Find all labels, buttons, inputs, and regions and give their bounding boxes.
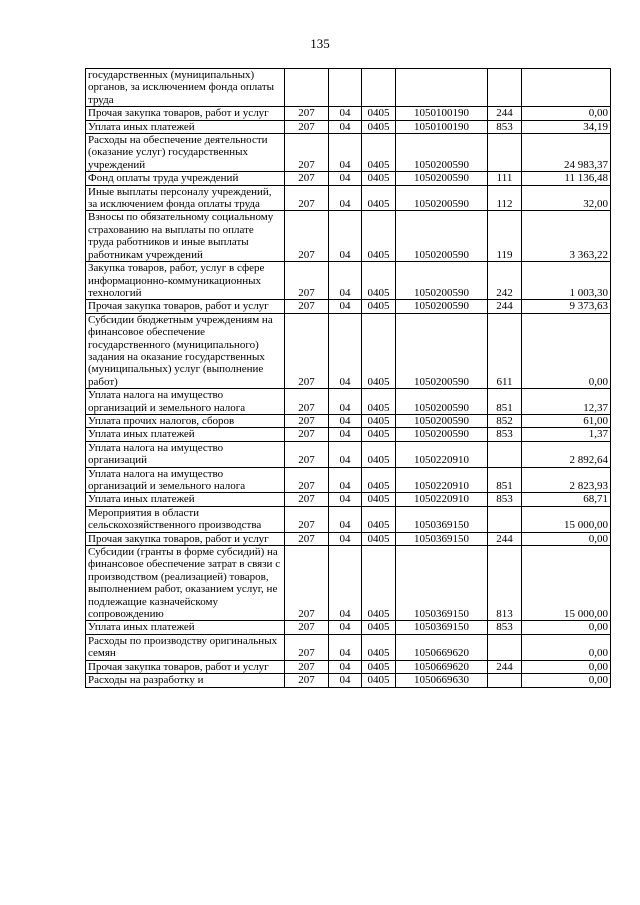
expense-name-cell: Субсидии (гранты в форме субсидий) на финансовое обеспечение затрат в связи с производством (реализацией) товаров, выполнением работ, оказанием услуг, не подлежащие казначейскому сопровождению [86, 546, 285, 621]
section-code-cell: 04 [329, 185, 362, 211]
table-row [86, 546, 611, 621]
ministry-code-cell: 207 [285, 532, 329, 545]
expense-type-code-cell: 244 [488, 660, 522, 673]
table-row [86, 621, 611, 634]
target-article-code-cell: 1050200590 [396, 313, 488, 388]
ministry-code-cell: 207 [285, 262, 329, 300]
section-code-cell: 04 [329, 313, 362, 388]
expense-type-code-cell: 244 [488, 532, 522, 545]
target-article-code-cell: 1050369150 [396, 506, 488, 532]
table-row [86, 506, 611, 532]
table-row [86, 493, 611, 506]
target-article-code-cell: 1050669620 [396, 660, 488, 673]
expense-name-cell: Уплата налога на имущество организаций и земельного налога [86, 467, 285, 493]
expense-type-code-cell: 853 [488, 621, 522, 634]
subsection-code-cell: 0405 [362, 172, 396, 185]
amount-cell: 24 983,37 [522, 134, 611, 172]
page-number: 135 [310, 36, 330, 51]
section-code-cell: 04 [329, 546, 362, 621]
target-article-code-cell: 1050200590 [396, 134, 488, 172]
target-article-code-cell: 1050200590 [396, 185, 488, 211]
table-row [86, 414, 611, 427]
ministry-code-cell: 207 [285, 467, 329, 493]
table-row [86, 660, 611, 673]
section-code-cell: 04 [329, 493, 362, 506]
expense-type-code-cell: 853 [488, 428, 522, 441]
target-article-code-cell: 1050200590 [396, 389, 488, 415]
ministry-code-cell: 207 [285, 674, 329, 687]
expense-name-cell: Мероприятия в области сельскохозяйственного производства [86, 506, 285, 532]
expense-type-code-cell [488, 634, 522, 660]
subsection-code-cell: 0405 [362, 441, 396, 467]
subsection-code-cell: 0405 [362, 467, 396, 493]
target-article-code-cell: 1050200590 [396, 428, 488, 441]
table-row [86, 69, 611, 107]
subsection-code-cell: 0405 [362, 674, 396, 687]
expense-type-code-cell: 244 [488, 107, 522, 120]
section-code-cell: 04 [329, 414, 362, 427]
expense-name-cell: Прочая закупка товаров, работ и услуг [86, 660, 285, 673]
section-code-cell: 04 [329, 134, 362, 172]
amount-cell: 0,00 [522, 674, 611, 687]
section-code-cell: 04 [329, 506, 362, 532]
expense-type-code-cell [488, 674, 522, 687]
subsection-code-cell: 0405 [362, 211, 396, 262]
amount-cell: 2 892,64 [522, 441, 611, 467]
table-row [86, 532, 611, 545]
amount-cell: 9 373,63 [522, 300, 611, 313]
expense-type-code-cell: 611 [488, 313, 522, 388]
expense-type-code-cell [488, 134, 522, 172]
amount-cell: 3 363,22 [522, 211, 611, 262]
subsection-code-cell: 0405 [362, 546, 396, 621]
section-code-cell: 04 [329, 674, 362, 687]
section-code-cell: 04 [329, 172, 362, 185]
ministry-code-cell: 207 [285, 313, 329, 388]
subsection-code-cell: 0405 [362, 389, 396, 415]
table-row [86, 172, 611, 185]
ministry-code-cell: 207 [285, 172, 329, 185]
amount-cell: 1,37 [522, 428, 611, 441]
expense-name-cell: Уплата иных платежей [86, 428, 285, 441]
ministry-code-cell: 207 [285, 660, 329, 673]
amount-cell: 0,00 [522, 532, 611, 545]
expense-type-code-cell: 112 [488, 185, 522, 211]
subsection-code-cell: 0405 [362, 660, 396, 673]
table-row [86, 185, 611, 211]
ministry-code-cell: 207 [285, 428, 329, 441]
subsection-code-cell: 0405 [362, 185, 396, 211]
section-code-cell [329, 69, 362, 107]
amount-cell: 11 136,48 [522, 172, 611, 185]
expense-name-cell: Субсидии бюджетным учреждениям на финансовое обеспечение государственного (муниципального) задания на оказание государственных (муниципальных) услуг (выполнение работ) [86, 313, 285, 388]
target-article-code-cell: 1050669620 [396, 634, 488, 660]
target-article-code-cell: 1050669630 [396, 674, 488, 687]
ministry-code-cell: 207 [285, 389, 329, 415]
amount-cell: 0,00 [522, 660, 611, 673]
expense-type-code-cell [488, 506, 522, 532]
amount-cell: 12,37 [522, 389, 611, 415]
section-code-cell: 04 [329, 467, 362, 493]
section-code-cell: 04 [329, 428, 362, 441]
subsection-code-cell: 0405 [362, 120, 396, 133]
expense-name-cell: государственных (муниципальных) органов, за исключением фонда оплаты труда [86, 69, 285, 107]
expense-name-cell: Расходы на разработку и [86, 674, 285, 687]
table-row [86, 428, 611, 441]
amount-cell [522, 69, 611, 107]
subsection-code-cell [362, 69, 396, 107]
target-article-code-cell: 1050200590 [396, 211, 488, 262]
subsection-code-cell: 0405 [362, 134, 396, 172]
table-row [86, 211, 611, 262]
amount-cell: 2 823,93 [522, 467, 611, 493]
expense-name-cell: Взносы по обязательному социальному страхованию на выплаты по оплате труда работников и иные выплаты работникам учреждений [86, 211, 285, 262]
section-code-cell: 04 [329, 389, 362, 415]
expense-type-code-cell: 119 [488, 211, 522, 262]
expense-type-code-cell: 852 [488, 414, 522, 427]
ministry-code-cell [285, 69, 329, 107]
target-article-code-cell: 1050220910 [396, 467, 488, 493]
target-article-code-cell: 1050200590 [396, 172, 488, 185]
amount-cell: 0,00 [522, 107, 611, 120]
ministry-code-cell: 207 [285, 493, 329, 506]
ministry-code-cell: 207 [285, 107, 329, 120]
amount-cell: 68,71 [522, 493, 611, 506]
expense-type-code-cell: 851 [488, 467, 522, 493]
expense-name-cell: Расходы по производству оригинальных семян [86, 634, 285, 660]
section-code-cell: 04 [329, 262, 362, 300]
ministry-code-cell: 207 [285, 211, 329, 262]
table-row [86, 107, 611, 120]
budget-table [85, 68, 611, 688]
section-code-cell: 04 [329, 300, 362, 313]
section-code-cell: 04 [329, 660, 362, 673]
ministry-code-cell: 207 [285, 546, 329, 621]
ministry-code-cell: 207 [285, 506, 329, 532]
target-article-code-cell: 1050200590 [396, 262, 488, 300]
subsection-code-cell: 0405 [362, 300, 396, 313]
expense-name-cell: Уплата налога на имущество организаций [86, 441, 285, 467]
table-row [86, 441, 611, 467]
subsection-code-cell: 0405 [362, 532, 396, 545]
table-row [86, 634, 611, 660]
ministry-code-cell: 207 [285, 120, 329, 133]
ministry-code-cell: 207 [285, 441, 329, 467]
section-code-cell: 04 [329, 107, 362, 120]
expense-type-code-cell [488, 69, 522, 107]
subsection-code-cell: 0405 [362, 414, 396, 427]
table-row [86, 313, 611, 388]
ministry-code-cell: 207 [285, 185, 329, 211]
expense-name-cell: Уплата иных платежей [86, 621, 285, 634]
ministry-code-cell: 207 [285, 634, 329, 660]
target-article-code-cell: 1050200590 [396, 300, 488, 313]
table-row [86, 674, 611, 687]
amount-cell: 34,19 [522, 120, 611, 133]
amount-cell: 15 000,00 [522, 506, 611, 532]
expense-type-code-cell [488, 441, 522, 467]
section-code-cell: 04 [329, 634, 362, 660]
expense-type-code-cell: 851 [488, 389, 522, 415]
expense-type-code-cell: 853 [488, 120, 522, 133]
amount-cell: 0,00 [522, 313, 611, 388]
subsection-code-cell: 0405 [362, 313, 396, 388]
expense-name-cell: Уплата прочих налогов, сборов [86, 414, 285, 427]
expense-name-cell: Прочая закупка товаров, работ и услуг [86, 532, 285, 545]
subsection-code-cell: 0405 [362, 262, 396, 300]
target-article-code-cell: 1050100190 [396, 107, 488, 120]
ministry-code-cell: 207 [285, 621, 329, 634]
table-row [86, 262, 611, 300]
table-row [86, 300, 611, 313]
expense-name-cell: Иные выплаты персоналу учреждений, за исключением фонда оплаты труда [86, 185, 285, 211]
subsection-code-cell: 0405 [362, 428, 396, 441]
section-code-cell: 04 [329, 532, 362, 545]
amount-cell: 61,00 [522, 414, 611, 427]
expense-name-cell: Расходы на обеспечение деятельности (оказание услуг) государственных учреждений [86, 134, 285, 172]
subsection-code-cell: 0405 [362, 493, 396, 506]
expense-type-code-cell: 853 [488, 493, 522, 506]
expense-type-code-cell: 111 [488, 172, 522, 185]
ministry-code-cell: 207 [285, 134, 329, 172]
section-code-cell: 04 [329, 621, 362, 634]
amount-cell: 32,00 [522, 185, 611, 211]
expense-type-code-cell: 244 [488, 300, 522, 313]
table-row [86, 467, 611, 493]
expense-type-code-cell: 813 [488, 546, 522, 621]
target-article-code-cell: 1050369150 [396, 532, 488, 545]
expense-name-cell: Уплата иных платежей [86, 120, 285, 133]
expense-name-cell: Прочая закупка товаров, работ и услуг [86, 107, 285, 120]
table-row [86, 134, 611, 172]
amount-cell: 0,00 [522, 634, 611, 660]
table-row [86, 389, 611, 415]
section-code-cell: 04 [329, 211, 362, 262]
amount-cell: 15 000,00 [522, 546, 611, 621]
section-code-cell: 04 [329, 441, 362, 467]
target-article-code-cell: 1050100190 [396, 120, 488, 133]
expense-name-cell: Прочая закупка товаров, работ и услуг [86, 300, 285, 313]
target-article-code-cell: 1050369150 [396, 546, 488, 621]
subsection-code-cell: 0405 [362, 621, 396, 634]
expense-name-cell: Фонд оплаты труда учреждений [86, 172, 285, 185]
ministry-code-cell: 207 [285, 300, 329, 313]
expense-name-cell: Уплата налога на имущество организаций и земельного налога [86, 389, 285, 415]
table-row [86, 120, 611, 133]
subsection-code-cell: 0405 [362, 634, 396, 660]
expense-name-cell: Закупка товаров, работ, услуг в сфере информационно-коммуникационных технологий [86, 262, 285, 300]
expense-name-cell: Уплата иных платежей [86, 493, 285, 506]
target-article-code-cell: 1050369150 [396, 621, 488, 634]
target-article-code-cell: 1050220910 [396, 441, 488, 467]
subsection-code-cell: 0405 [362, 506, 396, 532]
subsection-code-cell: 0405 [362, 107, 396, 120]
ministry-code-cell: 207 [285, 414, 329, 427]
target-article-code-cell: 1050200590 [396, 414, 488, 427]
target-article-code-cell: 1050220910 [396, 493, 488, 506]
expense-type-code-cell: 242 [488, 262, 522, 300]
target-article-code-cell [396, 69, 488, 107]
section-code-cell: 04 [329, 120, 362, 133]
amount-cell: 1 003,30 [522, 262, 611, 300]
amount-cell: 0,00 [522, 621, 611, 634]
